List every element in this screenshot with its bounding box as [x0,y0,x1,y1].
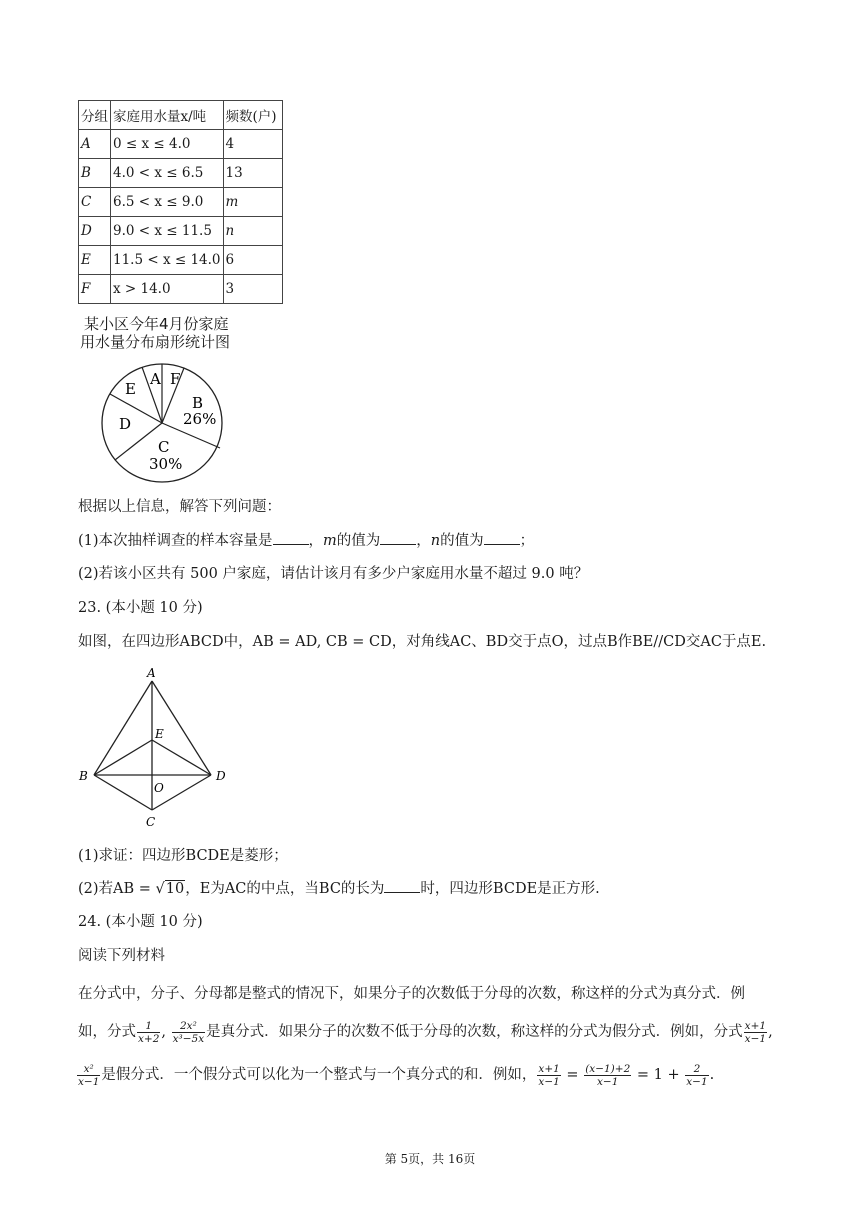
fraction: $\frac{2}{x-1}$ [686,1062,708,1088]
fraction: $\frac{(x-1)+2}{x-1}$ [585,1062,631,1088]
header-frequency: 频数(户) [223,101,282,130]
slice-label-B: B [192,394,204,412]
q22-intro: 根据以上信息，解答下列问题： [78,499,281,515]
q24-line3 [76,1062,714,1088]
point-label-A: A [147,666,156,680]
q24-line3-text-a: 是假分式．一个假分式可以化为一个整式与一个真分式的和．例如， [101,1067,537,1083]
comma: , [768,1024,773,1040]
point-label-E: E [155,727,164,741]
water-usage-pie-chart [96,360,232,488]
point-label-D: D [216,769,226,783]
segment-AB [94,681,152,775]
slice-border-D-E [110,394,162,423]
table-row [79,159,283,188]
quadrilateral-figure [76,664,236,832]
q22-part1-text-f: ； [519,533,535,549]
pie-title [80,315,230,351]
table-row [79,217,283,246]
comma: , [161,1024,167,1040]
cell-group: A [79,130,111,159]
cell-range: 6.5 < x ≤ 9.0 [111,188,224,217]
cell-group: F [79,275,111,304]
fraction: $\frac{1}{x+2}$ [138,1019,160,1045]
fraction: $\frac{\text{2x²}}{\text{x³−5x}}$ [172,1019,205,1045]
answer-blank [273,530,309,545]
segment-BE [94,740,152,775]
frequency-table [78,100,283,304]
q22-part1-text-e: 的值为 [440,533,484,549]
fraction: $\frac{x+1}{x-1}$ [538,1062,560,1088]
cell-group: E [79,246,111,275]
q23-heading: 23. (本小题 10 分) [78,600,203,616]
fraction: $\frac{x+1}{x-1}$ [744,1019,767,1045]
answer-blank [384,878,420,893]
slice-label-C-percent: 30% [149,455,183,473]
cell-group: D [79,217,111,246]
cell-count: 3 [223,275,282,304]
q24-line2-text-b: 是真分式．如果分子的次数不低于分母的次数，称这样的分式为假分式．例如，分式 [206,1024,743,1040]
cell-range: 4.0 < x ≤ 6.5 [111,159,224,188]
segment-ED [152,740,211,775]
variable-m: m [323,533,337,549]
slice-label-B-percent: 26% [183,410,217,428]
slice-label-D: D [119,415,132,433]
slice-label-A: A [150,370,161,388]
answer-blank [484,530,520,545]
table-header-row [79,101,283,130]
table-row [79,188,283,217]
table-row [79,246,283,275]
segment-BC [94,775,152,810]
cell-count: n [223,217,282,246]
header-water-usage: 家庭用水量x/吨 [111,101,224,130]
q24-line2 [78,1019,773,1045]
page-footer: 第 5页，共 16页 [384,1152,476,1166]
header-group: 分组 [79,101,111,130]
q24-line2-text-a: 如，分式 [78,1024,136,1040]
equals: = [561,1067,584,1083]
variable-n: n [430,533,441,549]
table-row [79,275,283,304]
cell-count: 6 [223,246,282,275]
sqrt-value: 10 [165,881,185,897]
cell-range: 11.5 < x ≤ 14.0 [111,246,224,275]
slice-label-C: C [158,438,170,456]
point-label-C: C [146,815,156,829]
period: . [709,1067,715,1083]
cell-count: m [223,188,282,217]
answer-blank [380,530,416,545]
cell-range: 9.0 < x ≤ 11.5 [111,217,224,246]
point-label-O: O [154,781,164,795]
q23-part2-text-b: ，E为AC的中点，当BC的长为 [185,881,385,897]
q23-part1: (1)求证：四边形BCDE是菱形； [78,848,288,864]
q23-part2-text-c: 时，四边形BCDE是正方形. [420,881,600,897]
table-row [79,130,283,159]
q22-part2: (2)若该小区共有 500 户家庭，请估计该月有多少户家庭用水量不超过 9.0 吨？ [78,566,589,582]
slice-label-E: E [125,380,136,398]
q23-stem: 如图，在四边形ABCD中，AB = AD, CB = CD，对角线AC、BD交于点O，过点B作BE//CD交AC于点E. [78,634,767,650]
q24-heading: 24. (本小题 10 分) [78,914,203,930]
cell-range: 0 ≤ x ≤ 4.0 [111,130,224,159]
q22-part1-text-c: 的值为 [336,533,381,549]
q22-part1 [78,530,534,551]
q22-part1-text-b: ， [308,533,324,549]
pie-title-line2: 用水量分布扇形统计图 [80,333,231,351]
q23-part2: (2)若AB = √10，E为AC的中点，当BC的长为 时，四边形BCDE是正方形. [78,878,600,899]
q22-part1-text-a: (1)本次抽样调查的样本容量是 [78,533,273,549]
cell-group: C [79,188,111,217]
point-label-B: B [79,769,88,783]
cell-range: x > 14.0 [111,275,224,304]
q24-line1: 在分式中，分子、分母都是整式的情况下，如果分子的次数低于分母的次数，称这样的分式为真分式．例 [78,986,745,1002]
q24-reading-title: 阅读下列材料 [78,948,165,964]
q23-part2-text-a: (2)若AB = [78,881,156,897]
cell-count: 4 [223,130,282,159]
cell-group: B [79,159,111,188]
fraction: $\frac{\text{x²}}{x-1}$ [78,1062,100,1088]
equals-one-plus: = 1 + [632,1067,685,1083]
slice-label-F: F [170,370,181,388]
pie-title-line1: 某小区今年4月份家庭 [84,315,229,333]
cell-count: 13 [223,159,282,188]
q22-part1-text-d: ， [416,533,431,549]
